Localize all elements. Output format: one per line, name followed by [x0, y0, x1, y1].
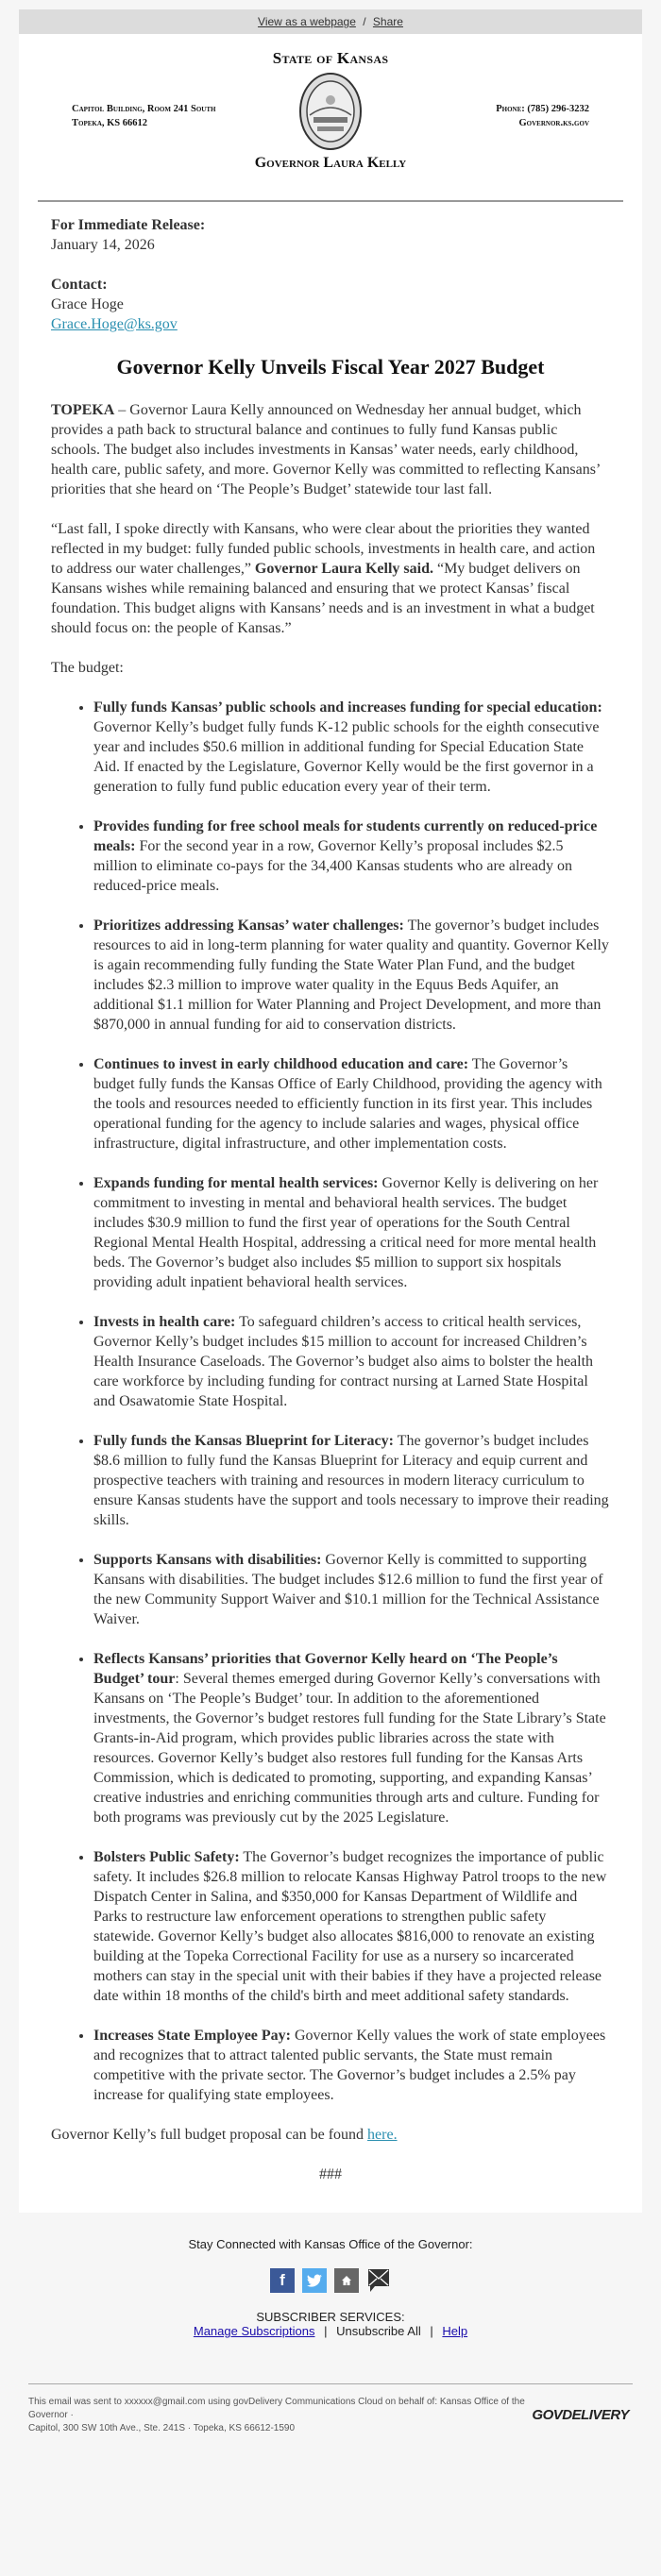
stay-connected-text: Stay Connected with Kansas Office of the Governor:: [188, 2237, 473, 2251]
contact-name: Grace Hoge: [51, 296, 124, 312]
budget-item-text: Governor Kelly is committed to supporting Kansans with disabilities. The budget includes $12.6 million to fund the first year of the new Community Support Waiver and $10.1 million for the Technical Assistance Waiver.: [93, 1552, 603, 1627]
governor-name: Governor Laura Kelly: [254, 155, 407, 171]
budget-item: [93, 2026, 610, 2105]
headline: Governor Kelly Unveils Fiscal Year 2027 Budget: [116, 355, 545, 379]
disclaimer: [28, 2383, 633, 2435]
quote-paragraph: [51, 519, 610, 638]
disclaimer-text: Capitol, 300 SW 10th Ave., Ste. 241S · Topeka, KS 66612-1590: [28, 2423, 296, 2433]
release-info: [51, 215, 610, 255]
email-icon[interactable]: [366, 2268, 391, 2293]
subscriber-label: SUBSCRIBER SERVICES:: [256, 2310, 405, 2324]
intro-paragraph: [51, 400, 610, 499]
budget-item-text: For the second year in a row, Governor Kelly’s proposal includes $2.5 million to eliminate co-pays for the 34,400 Kansas students who are already on reduced-price meals.: [93, 838, 572, 894]
budget-item-text: The governor’s budget includes resources to aid in long-term planning for water quality and quantity. Governor Kelly is again recommending fully funding the State Water Plan Fund, and the budget includes $2.3 million to improve water quality in the Equus Beds Aquifer, an additional $1.1 million for Water Planning and Project Development, and more than $870,000 in annual funding for aid to conservation districts.: [93, 918, 609, 1033]
budget-item-text: : Several themes emerged during Governor Kelly’s conversations with Kansans on ‘The People’s Budget’ tour. In addition to the aforementioned investments, the Governor’s budget restores full funding for the State Library’s State Grants-in-Aid program, which provides public libraries across the state with resources. Governor Kelly’s budget also restores full funding for the Kansas Arts Commission, which is dedicated to promoting, supporting, and expanding Kansas’ creative industries and enriching communities through arts and culture. Funding for both programs was previously cut by the 2025 Legislature.: [93, 1671, 606, 1826]
footer: [19, 2213, 642, 2450]
disclaimer-text: This email was sent to xxxxxx@gmail.com using govDelivery Communications Cloud on behalf of: Kansas Office of the Governor ·: [28, 2397, 525, 2420]
office-contact: [496, 102, 589, 130]
quote-text: “My budget delivers on Kansans wishes while remaining balanced and ensuring that we protect Kansas’ fiscal foundation. This budget aligns with Kansans’ needs and is an investment in what a budget should focus on: the people of Kansas.”: [51, 561, 595, 636]
contact-email-link[interactable]: Grace.Hoge@ks.gov: [51, 316, 178, 332]
intro-text: – Governor Laura Kelly announced on Wednesday her annual budget, which provides a path back to structural balance and continues to fully fund Kansas public schools. The budget also includes investments in Kansas’ water needs, early childhood, health care, public safety, and more. Governor Kelly was committed to reflecting Kansans’ priorities that she heard on ‘The People’s Budget’ statewide tour last fall.: [51, 402, 601, 497]
office-address: [72, 102, 215, 130]
budget-item-heading: Reflects Kansans’ priorities that Governor Kelly heard on ‘The People’s Budget’ tour: [93, 1651, 558, 1687]
budget-item-text: The governor’s budget includes $8.6 million to fully fund the Kansas Blueprint for Literacy and equip current and prospective teachers with training and resources in modern literacy curriculum to ensure Kansas students have the support and tools necessary to improve their reading skills.: [93, 1433, 609, 1528]
budget-item-heading: Supports Kansans with disabilities:: [93, 1552, 322, 1568]
letterhead: [38, 34, 623, 202]
end-mark: ###: [319, 2166, 342, 2182]
budget-item: [93, 916, 610, 1035]
facebook-icon[interactable]: f: [270, 2268, 295, 2293]
budget-item-heading: Prioritizes addressing Kansas’ water challenges:: [93, 918, 404, 934]
phone: Phone: (785) 296-3232: [496, 104, 589, 114]
quote-text: “Last fall, I spoke directly with Kansans, who were clear about the priorities they wanted reflected in my budget: fully funded public schools, investments in health care, and action to address our water challenges,”: [51, 521, 596, 577]
state-title: State of Kansas: [272, 49, 389, 67]
closing-paragraph: [51, 2125, 610, 2145]
budget-item-heading: Expands funding for mental health services:: [93, 1175, 379, 1191]
budget-item: [93, 817, 610, 896]
budget-item-text: Governor Kelly’s budget fully funds K-12 public schools for the eighth consecutive year and includes $50.6 million in additional funding for Special Education State Aid. If enacted by the Legislature, Governor Kelly would be the first governor in a generation to fully fund public education every year of their term.: [93, 719, 600, 795]
budget-item: [93, 1649, 610, 1827]
dateline: TOPEKA: [51, 402, 115, 418]
budget-item-heading: Fully funds the Kansas Blueprint for Literacy:: [93, 1433, 394, 1449]
manage-subscriptions-link[interactable]: Manage Subscriptions: [193, 2324, 315, 2338]
budget-item-heading: Provides funding for free school meals for students currently on reduced-price meals:: [93, 818, 598, 854]
twitter-icon[interactable]: [302, 2268, 327, 2293]
budget-item-heading: Continues to invest in early childhood education and care:: [93, 1056, 469, 1072]
address-line: Capitol Building, Room 241 South: [72, 104, 216, 114]
budget-item-text: Governor Kelly values the work of state employees and recognizes that to attract talented public servants, the State must remain competitive with the private sector. The Governor’s budget includes a 2.5% pay increase for qualifying state employees.: [93, 2028, 606, 2103]
release-body: [51, 202, 610, 2184]
govdelivery-logo[interactable]: GOVDELIVERY: [532, 2407, 629, 2423]
budget-item: [93, 1312, 610, 1411]
press-release-card: [19, 34, 642, 2213]
budget-item: [93, 1173, 610, 1292]
budget-label: The budget:: [51, 660, 124, 676]
budget-item-text: To safeguard children’s access to critical health services, Governor Kelly’s budget includes $15 million to account for increased Children’s Health Insurance Caseloads. The Governor’s budget also aims to bolster the health care workforce by including funding for contract nursing at Larned State Hospital and Osawatomie State Hospital.: [93, 1314, 594, 1409]
email-container: [19, 0, 642, 2450]
unsubscribe-all[interactable]: Unsubscribe All: [336, 2324, 421, 2338]
budget-item-heading: Bolsters Public Safety:: [93, 1849, 240, 1865]
release-label: For Immediate Release:: [51, 217, 206, 233]
budget-item-text: The Governor’s budget fully funds the Kansas Office of Early Childhood, providing the agency with the tools and resources needed to efficiently function in its first year. This includes operational funding for the agency to include salaries and wages, physical office infrastructure, digital infrastructure, and other implementation costs.: [93, 1056, 602, 1152]
share-link[interactable]: Share: [372, 15, 403, 28]
kansas-seal-icon: [298, 72, 363, 151]
release-date: January 14, 2026: [51, 237, 155, 253]
top-bar: [19, 9, 642, 34]
contact-label: Contact:: [51, 277, 108, 293]
quote-attribution: Governor Laura Kelly said.: [254, 561, 433, 577]
budget-item: [93, 698, 610, 797]
budget-item-text: The Governor’s budget recognizes the importance of public safety. It includes $26.8 million to relocate Kansas Highway Patrol troops to the new Dispatch Center in Salina, and $350,000 for Kansas Department of Wildlife and Parks to restructure law enforcement operations to strengthen public safety statewide. Governor Kelly’s budget also allocates $816,000 to renovate an existing building at the Topeka Correctional Facility for use as a nursery so incarcerated mothers can stay in the special unit with their babies if they have a projected release date within 18 months of the child's birth and meet additional safety standards.: [93, 1849, 607, 2004]
separator: |: [430, 2324, 433, 2338]
contact-info: [51, 275, 610, 334]
closing-text: Governor Kelly’s full budget proposal can be found: [51, 2127, 368, 2143]
subscriber-services: [19, 2310, 642, 2338]
budget-item: [93, 1550, 610, 1629]
address-line: Topeka, KS 66612: [72, 118, 148, 128]
home-icon[interactable]: [334, 2268, 359, 2293]
budget-item: [93, 1847, 610, 2006]
help-link[interactable]: Help: [442, 2324, 468, 2338]
budget-item: [93, 1431, 610, 1530]
budget-item-heading: Fully funds Kansas’ public schools and increases funding for special education:: [93, 699, 602, 716]
budget-item-heading: Increases State Employee Pay:: [93, 2028, 291, 2044]
budget-proposal-link[interactable]: here.: [367, 2127, 398, 2143]
view-as-webpage-link[interactable]: View as a webpage: [258, 15, 356, 28]
separator: /: [363, 15, 366, 28]
website: Governor.ks.gov: [518, 118, 589, 128]
separator: |: [324, 2324, 328, 2338]
budget-item-text: Governor Kelly is delivering on her commitment to investing in mental and behavioral health services. The budget includes $30.9 million to fund the first year of operations for the South Central Regional Mental Health Hospital, addressing a critical need for more mental health beds. The Governor’s budget also includes $5 million to support six hospitals providing adult inpatient behavioral health services.: [93, 1175, 599, 1290]
budget-item: [93, 1054, 610, 1153]
budget-item-heading: Invests in health care:: [93, 1314, 236, 1330]
budget-list: [51, 698, 610, 2105]
social-icons: [19, 2268, 642, 2293]
